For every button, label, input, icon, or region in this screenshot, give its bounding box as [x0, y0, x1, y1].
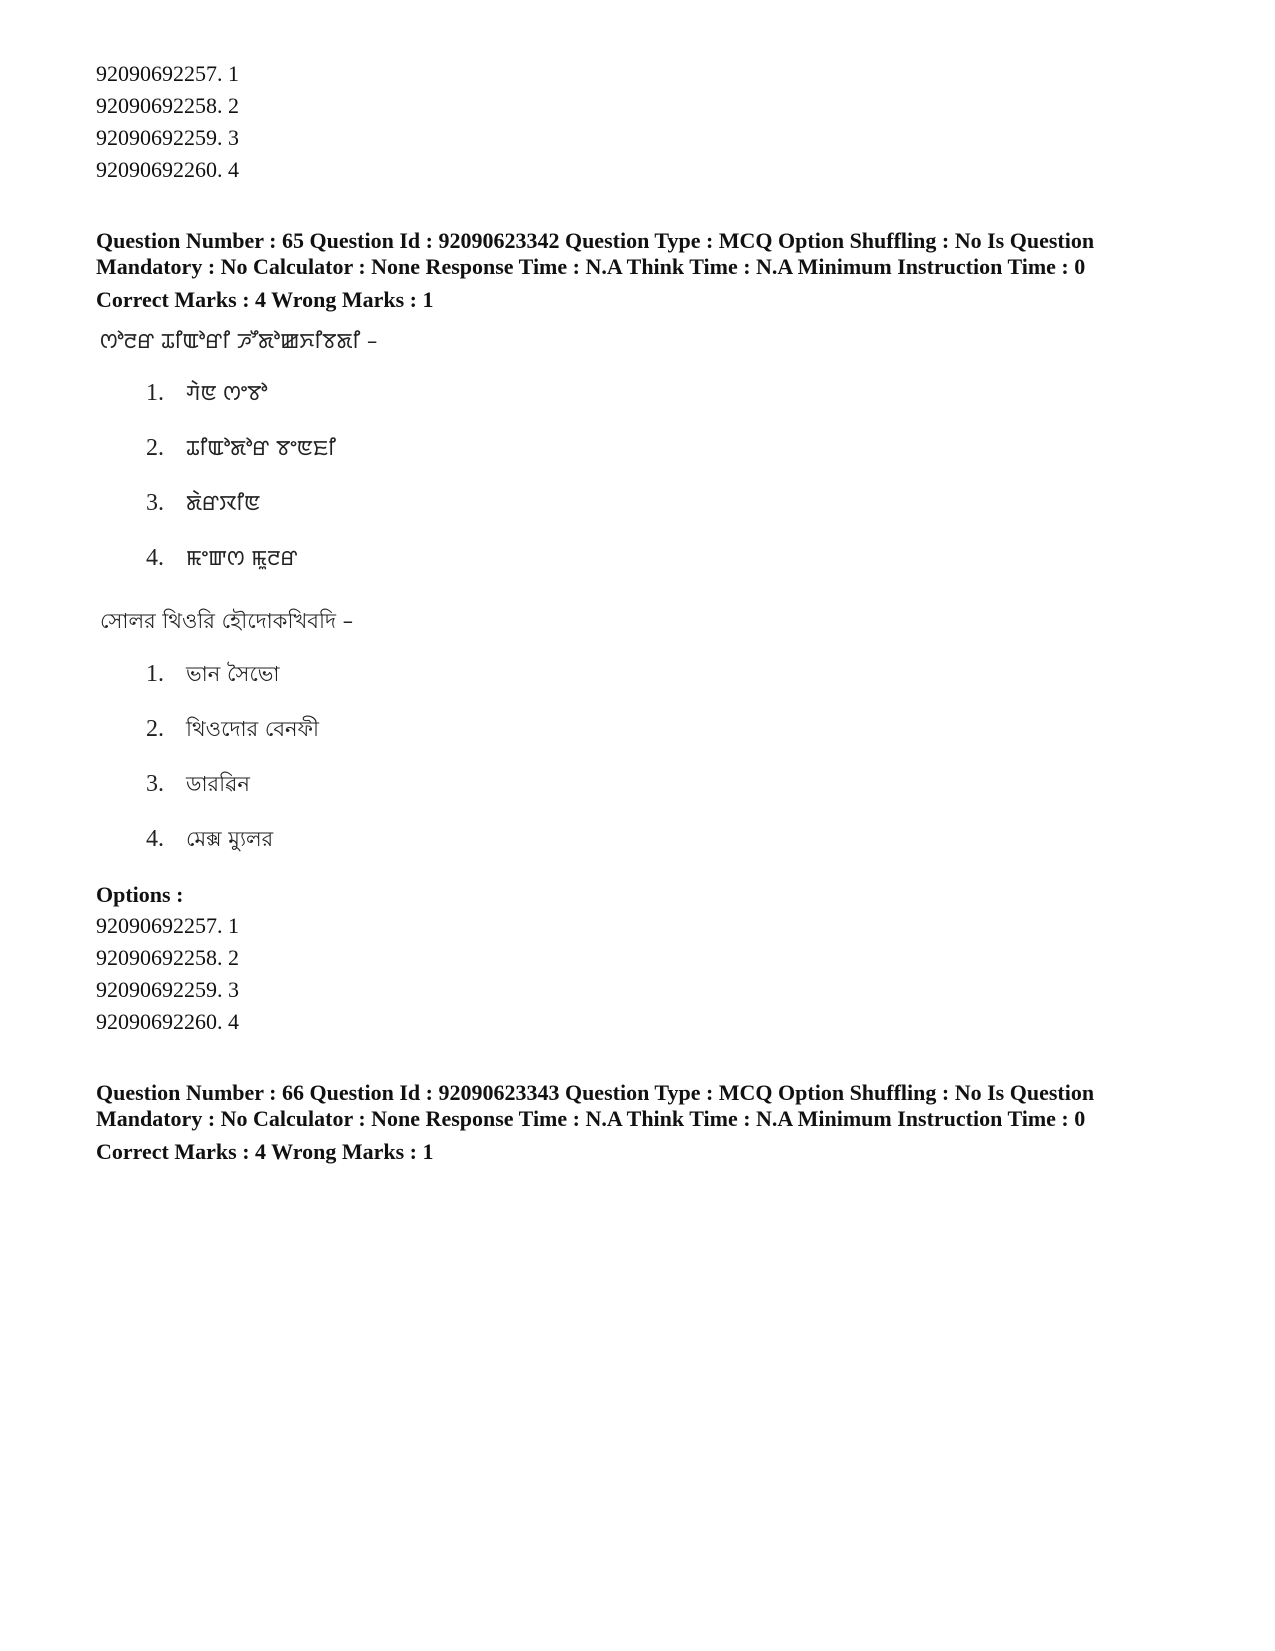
choice-number: 3.	[146, 490, 164, 516]
choice-text: ꯃꯦꯛꯁ ꯃꯨꯂꯔ	[186, 546, 298, 570]
question-header-line: Mandatory : No Calculator : None Response Time : N.A Think Time : N.A Minimum Instruction Time : 0	[96, 254, 1086, 279]
choice-item	[146, 488, 1186, 543]
question-header-line: Mandatory : No Calculator : None Response Time : N.A Think Time : N.A Minimum Instruction Time : 0	[96, 1106, 1086, 1131]
question-header	[96, 228, 1186, 280]
choice-list-bengali	[146, 658, 1186, 878]
question-65	[96, 228, 1186, 1038]
question-marks: Correct Marks : 4 Wrong Marks : 1	[96, 287, 434, 312]
option-line: 92090692260. 4	[96, 157, 239, 182]
choice-item	[146, 768, 1186, 823]
choice-item	[146, 543, 1186, 598]
option-line: 92090692257. 1	[96, 913, 239, 938]
choice-text: ডারৱিন	[186, 772, 250, 796]
choice-number: 4.	[146, 826, 164, 852]
option-line: 92090692257. 1	[96, 61, 239, 86]
option-line: 92090692259. 3	[96, 125, 239, 150]
choice-item	[146, 823, 1186, 878]
choice-text: মেক্স ম্যুলর	[186, 827, 274, 851]
choice-item	[146, 713, 1186, 768]
options-list	[96, 910, 1186, 1038]
option-line: 92090692260. 4	[96, 1009, 239, 1034]
document-page	[96, 58, 1186, 1166]
choice-text: থিওদোর বেনফী	[186, 717, 319, 741]
choice-item	[146, 433, 1186, 488]
choice-text: ꯊꯤꯑꯣꯗꯣꯔ ꯕꯦꯟꯐꯤ	[186, 436, 336, 460]
choice-text: ꯗꯥꯔꯋꯤꯟ	[186, 491, 261, 515]
choice-item	[146, 658, 1186, 713]
question-stem-meitei: ꯁꯣꯂꯔ ꯊꯤꯑꯣꯔꯤ ꯍꯧꯗꯣꯀꯈꯤꯕꯗꯤ –	[100, 329, 378, 353]
choice-number: 1.	[146, 380, 164, 406]
choice-number: 1.	[146, 661, 164, 687]
choice-text: ꯚꯥꯟ ꯁꯦꯕꯣ	[186, 381, 268, 405]
question-header-line: Question Number : 66 Question Id : 92090623343 Question Type : MCQ Option Shuffling : No Is Question	[96, 1080, 1095, 1105]
question-header	[96, 1080, 1186, 1132]
choice-text: ভান সৈভো	[186, 662, 280, 686]
choice-list-meitei	[146, 378, 1186, 598]
choice-number: 3.	[146, 771, 164, 797]
prev-options-list	[96, 58, 1186, 186]
question-marks: Correct Marks : 4 Wrong Marks : 1	[96, 1139, 434, 1164]
choice-number: 2.	[146, 435, 164, 461]
question-stem-bengali: সোলর থিওরি হৌদোকখিবদি –	[100, 609, 354, 633]
question-66	[96, 1080, 1186, 1166]
choice-number: 4.	[146, 545, 164, 571]
option-line: 92090692258. 2	[96, 93, 239, 118]
choice-item	[146, 378, 1186, 433]
option-line: 92090692258. 2	[96, 945, 239, 970]
choice-number: 2.	[146, 716, 164, 742]
question-header-line: Question Number : 65 Question Id : 92090623342 Question Type : MCQ Option Shuffling : No Is Question	[96, 228, 1095, 253]
options-heading: Options :	[96, 882, 184, 907]
option-line: 92090692259. 3	[96, 977, 239, 1002]
